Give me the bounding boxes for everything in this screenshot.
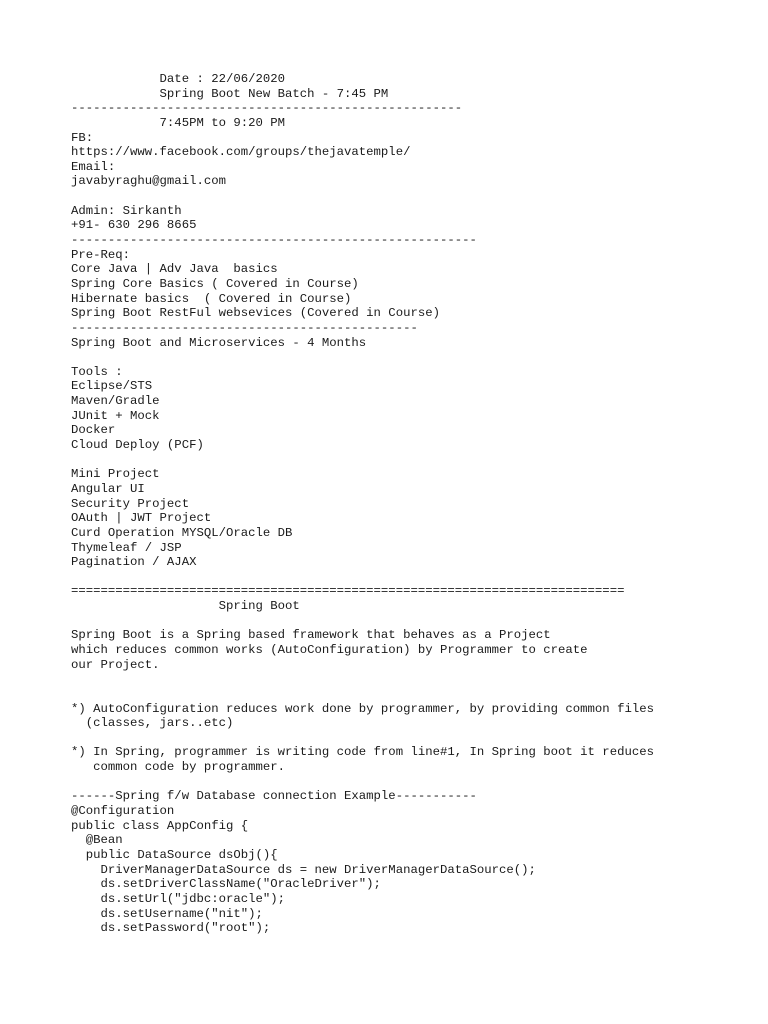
document-line [71,731,654,746]
document-line: *) AutoConfiguration reduces work done by programmer, by providing common files [71,701,654,716]
document-line [71,189,654,204]
document-line: FB: [71,130,94,145]
document-line: *) In Spring, programmer is writing code from line#1, In Spring boot it reduces [71,745,654,760]
document-line [71,687,654,702]
document-line: Mini Project [71,467,160,482]
document-line: Docker [71,423,116,438]
document-line: Spring Boot [71,599,300,614]
document-line: ------Spring f/w Database connection Example----------- [71,789,477,804]
document-line: Angular UI [71,481,145,496]
document-line: Tools : [71,364,123,379]
document-line: @Configuration [71,804,175,819]
document-line: Eclipse/STS [71,379,153,394]
document-line: Core Java | Adv Java basics [71,262,278,277]
document-line: Spring Boot and Microservices - 4 Months [71,335,367,350]
document-line: https://www.facebook.com/groups/thejavatemple/ [71,145,411,160]
document-line: Pagination / AJAX [71,555,197,570]
document-line [71,614,654,629]
document-line [71,775,654,790]
document-line: common code by programmer. [71,760,286,775]
document-line: Spring Boot is a Spring based framework that behaves as a Project [71,628,551,643]
document-line: public class AppConfig { [71,818,249,833]
document-line: which reduces common works (AutoConfiguration) by Programmer to create [71,642,588,657]
document-line: +91- 630 296 8665 [71,218,197,233]
document-line: =========================================================================== [71,584,625,599]
document-line: Email: [71,159,116,174]
document-line [71,672,654,687]
document-line: Cloud Deploy (PCF) [71,438,204,453]
document-line: @Bean [71,833,123,848]
document-line: ----------------------------------------------- [71,320,418,335]
document-line: Pre-Req: [71,247,131,262]
document-line: ds.setPassword("root"); [71,921,271,936]
document-line: ------------------------------------------------------- [71,233,477,248]
document-line [71,453,654,468]
document-line: JUnit + Mock [71,408,160,423]
document-line: Thymeleaf / JSP [71,540,182,555]
document-line [71,350,654,365]
document-line: Spring Core Basics ( Covered in Course) [71,276,359,291]
document-line: Maven/Gradle [71,394,160,409]
document-line: DriverManagerDataSource ds = new DriverManagerDataSource(); [71,862,536,877]
document-line: Curd Operation MYSQL/Oracle DB [71,525,293,540]
document-line: Spring Boot RestFul websevices (Covered in Course) [71,306,440,321]
document-line: ds.setDriverClassName("OracleDriver"); [71,877,381,892]
document-line: public DataSource dsObj(){ [71,847,278,862]
document-line: ----------------------------------------------------- [71,101,463,116]
document-line: javabyraghu@gmail.com [71,174,226,189]
document-line: OAuth | JWT Project [71,511,212,526]
document-line: Hibernate basics ( Covered in Course) [71,291,352,306]
document-line [71,570,654,585]
document-line: (classes, jars..etc) [71,716,234,731]
document-line: Date : 22/06/2020 [71,72,286,86]
document-text-body [71,72,654,936]
document-line: 7:45PM to 9:20 PM [71,115,286,130]
document-line: Security Project [71,496,190,511]
document-line: Spring Boot New Batch - 7:45 PM [71,86,389,101]
document-line: ds.setUsername("nit"); [71,906,263,921]
document-line: ds.setUrl("jdbc:oracle"); [71,891,286,906]
document-line: our Project. [71,657,160,672]
document-line: Admin: Sirkanth [71,203,182,218]
